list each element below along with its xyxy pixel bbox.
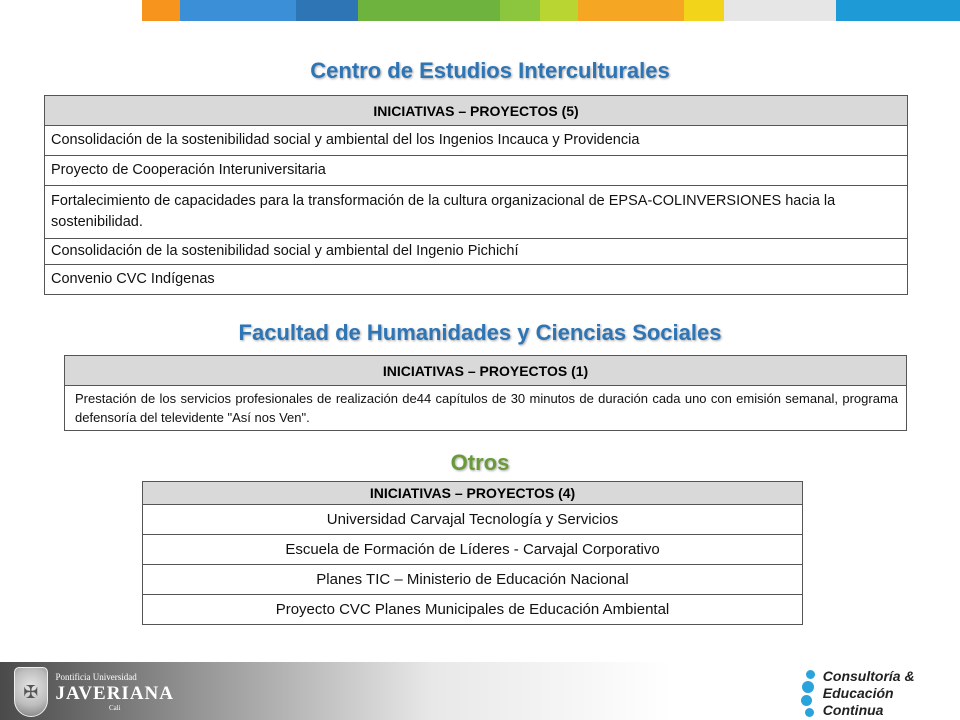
javeriana-logo <box>14 666 174 718</box>
table-header: INICIATIVAS – PROYECTOS (1) <box>65 356 907 386</box>
table-row: Proyecto CVC Planes Municipales de Educación Ambiental <box>143 595 803 625</box>
table-row: Planes TIC – Ministerio de Educación Nacional <box>143 565 803 595</box>
strip-segment <box>296 0 358 21</box>
strip-segment <box>540 0 578 21</box>
strip-segment <box>180 0 296 21</box>
strip-segment <box>500 0 540 21</box>
strip-segment <box>142 0 180 21</box>
section-title-otros: Otros <box>450 450 510 475</box>
projects-table-humanidades <box>64 355 907 431</box>
consultoria-logo <box>800 668 950 718</box>
table-row: Prestación de los servicios profesionales de realización de44 capítulos de 30 minutos de duración cada uno con emisión semanal, programa defensoría del televidente "Así nos Ven". <box>65 386 907 431</box>
consultoria-logo-text <box>823 668 950 719</box>
strip-segment <box>724 0 836 21</box>
logo-line-2: JAVERIANA <box>55 682 174 704</box>
dots-icon <box>800 668 819 718</box>
strip-segment <box>0 0 142 21</box>
table-header: INICIATIVAS – PROYECTOS (5) <box>45 96 908 126</box>
table-row: Convenio CVC Indígenas <box>45 265 908 295</box>
section-title-humanidades: Facultad de Humanidades y Ciencias Sociales <box>238 320 722 345</box>
table-row: Consolidación de la sostenibilidad social y ambiental del los Ingenios Incauca y Providencia <box>45 126 908 156</box>
projects-table-interculturales <box>44 95 908 295</box>
logo-line-2: Educación Continua <box>822 684 894 718</box>
table-row: Escuela de Formación de Líderes - Carvajal Corporativo <box>143 535 803 565</box>
logo-line-3: Cali <box>108 703 121 712</box>
strip-segment <box>578 0 684 21</box>
table-row: Fortalecimiento de capacidades para la transformación de la cultura organizacional de EPSA-COLINVERSIONES hacia la sostenibilidad. <box>45 186 908 239</box>
logo-line-1: Pontificia Universidad <box>55 671 137 682</box>
strip-segment <box>358 0 500 21</box>
table-row: Consolidación de la sostenibilidad social y ambiental del Ingenio Pichichí <box>45 239 908 265</box>
top-color-strip <box>0 0 960 21</box>
crest-icon: ✠ <box>14 667 48 717</box>
logo-line-1: Consultoría & <box>822 667 915 684</box>
strip-segment <box>684 0 724 21</box>
table-row: Proyecto de Cooperación Interuniversitaria <box>45 156 908 186</box>
section-title-interculturales: Centro de Estudios Interculturales <box>310 58 670 83</box>
projects-table-otros <box>142 481 803 625</box>
strip-segment <box>836 0 960 21</box>
table-row: Universidad Carvajal Tecnología y Servicios <box>143 505 803 535</box>
javeriana-logo-text <box>56 673 174 712</box>
table-header: INICIATIVAS – PROYECTOS (4) <box>143 482 803 505</box>
